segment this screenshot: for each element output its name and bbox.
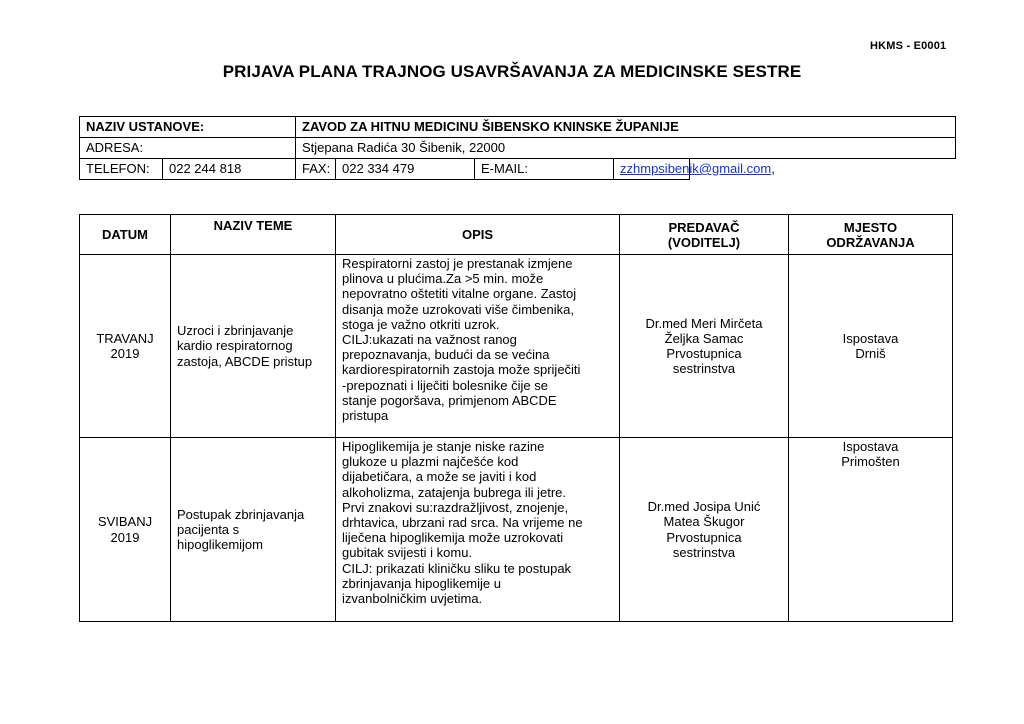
lecturer-line: Dr.med Meri Mirčeta xyxy=(645,315,763,331)
column-header-topic: NAZIV TEME xyxy=(171,215,336,255)
topic-line: kardio respiratornog xyxy=(177,338,293,354)
column-header-lecturer xyxy=(620,215,789,255)
description-line: pristupa xyxy=(342,408,389,424)
lecturer-line: Prvostupnica xyxy=(666,529,742,545)
description-line: zbrinjavanja hipoglikemije u xyxy=(342,575,501,591)
row-date xyxy=(80,438,171,622)
email-suffix: , xyxy=(771,161,775,176)
description-line: CILJ:ukazati na važnost ranog xyxy=(342,332,517,348)
description-line: nepovratno oštetiti vitalne organe. Zastoj xyxy=(342,286,577,302)
description-line: CILJ: prikazati kliničku sliku te postupak xyxy=(342,560,572,576)
column-header-date: DATUM xyxy=(80,215,171,255)
fax-label: FAX: xyxy=(296,159,336,180)
lecturer-line: sestrinstva xyxy=(672,544,736,560)
location-header-line-2: ODRŽAVANJA xyxy=(826,234,915,250)
email-label: E-MAIL: xyxy=(475,159,614,180)
column-header-location xyxy=(789,215,953,255)
location-line: Primošten xyxy=(841,454,900,470)
description-line: stoga je važno otkriti uzrok. xyxy=(342,316,500,332)
row-date xyxy=(80,255,171,438)
row-date-month: SVIBANJ xyxy=(97,514,153,530)
lecturer-line: Dr.med Josipa Unić xyxy=(647,499,761,515)
topic-line: zastoja, ABCDE pristup xyxy=(177,353,313,369)
lecturer-header-line-1: PREDAVAČ xyxy=(668,219,740,235)
location-line: Ispostava xyxy=(842,439,899,454)
phone-value: 022 244 818 xyxy=(163,159,296,180)
description-line: kardiorespiratornih zastoja može spriječiti xyxy=(342,362,581,378)
lecturer-header-line-2: (VODITELJ) xyxy=(667,234,741,250)
address-value: Stjepana Radića 30 Šibenik, 22000 xyxy=(296,138,956,159)
row-location xyxy=(789,255,953,438)
row-topic xyxy=(171,255,336,438)
topic-line: pacijenta s xyxy=(177,521,240,537)
table-header-row xyxy=(80,215,953,255)
row-description xyxy=(336,438,620,622)
description-line: Hipoglikemija je stanje niske razine xyxy=(342,439,545,454)
location-header-line-1: MJESTO xyxy=(843,219,898,235)
description-line: plinova u plućima.Za >5 min. može xyxy=(342,271,544,287)
row-description xyxy=(336,255,620,438)
row-date-month: TRAVANJ xyxy=(96,330,154,346)
email-cell xyxy=(614,159,775,180)
topic-line: hipoglikemijom xyxy=(177,537,263,553)
description-line: Respiratorni zastoj je prestanak izmjene xyxy=(342,256,573,271)
page-title: PRIJAVA PLANA TRAJNOG USAVRŠAVANJA ZA MEDICINSKE SESTRE xyxy=(222,62,802,81)
institution-name-value: ZAVOD ZA HITNU MEDICINU ŠIBENSKO KNINSKE ŽUPANIJE xyxy=(296,117,956,138)
address-label: ADRESA: xyxy=(80,138,296,159)
description-line: -prepoznati i liječiti bolesnike čije se xyxy=(342,377,548,393)
location-line: Drniš xyxy=(855,346,886,361)
training-plan-table xyxy=(79,214,953,622)
description-line: disanja može uzrokovati više čimbenika, xyxy=(342,301,574,317)
description-line: Prvi znakovi su:razdražljivost, znojenje, xyxy=(342,499,569,515)
fax-value: 022 334 479 xyxy=(336,159,475,180)
table-row xyxy=(80,255,953,438)
document-code: HKMS - E0001 xyxy=(870,40,947,52)
location-line: Ispostava xyxy=(842,330,899,346)
row-lecturer xyxy=(620,438,789,622)
row-lecturer xyxy=(620,255,789,438)
institution-name-label: NAZIV USTANOVE: xyxy=(80,117,296,138)
phone-label: TELEFON: xyxy=(80,159,163,180)
description-line: prepoznavanja, budući da se većina xyxy=(342,347,550,363)
description-line: dijabetičara, a može se javiti i kod xyxy=(342,469,537,485)
description-line: gubitak svijesti i komu. xyxy=(342,545,473,561)
topic-line: Postupak zbrinjavanja xyxy=(177,506,305,522)
description-line: glukoze u plazmi najčešće kod xyxy=(342,454,519,470)
column-header-description: OPIS xyxy=(336,215,620,255)
email-link[interactable]: zzhmpsibenik@gmail.com xyxy=(620,161,772,176)
row-topic xyxy=(171,438,336,622)
lecturer-line: Prvostupnica xyxy=(666,346,742,361)
row-location xyxy=(789,438,953,622)
description-line: alkoholizma, zatajenja bubrega ili jetre. xyxy=(342,484,567,500)
institution-info-table xyxy=(79,116,956,180)
topic-line: Uzroci i zbrinjavanje xyxy=(177,323,294,339)
description-line: izvanbolničkim uvjetima. xyxy=(342,591,483,607)
lecturer-line: Matea Škugor xyxy=(663,514,745,530)
description-line: liječena hipoglikemija može uzrokovati xyxy=(342,530,564,546)
row-date-year: 2019 xyxy=(110,346,140,361)
table-row xyxy=(80,438,953,622)
description-line: drhtavica, ubrzani rad srca. Na vrijeme ne xyxy=(342,515,583,531)
lecturer-line: sestrinstva xyxy=(672,361,736,377)
description-line: stanje pogoršava, primjenom ABCDE xyxy=(342,392,557,408)
lecturer-line: Željka Samac xyxy=(664,330,744,346)
row-date-year: 2019 xyxy=(110,529,140,545)
